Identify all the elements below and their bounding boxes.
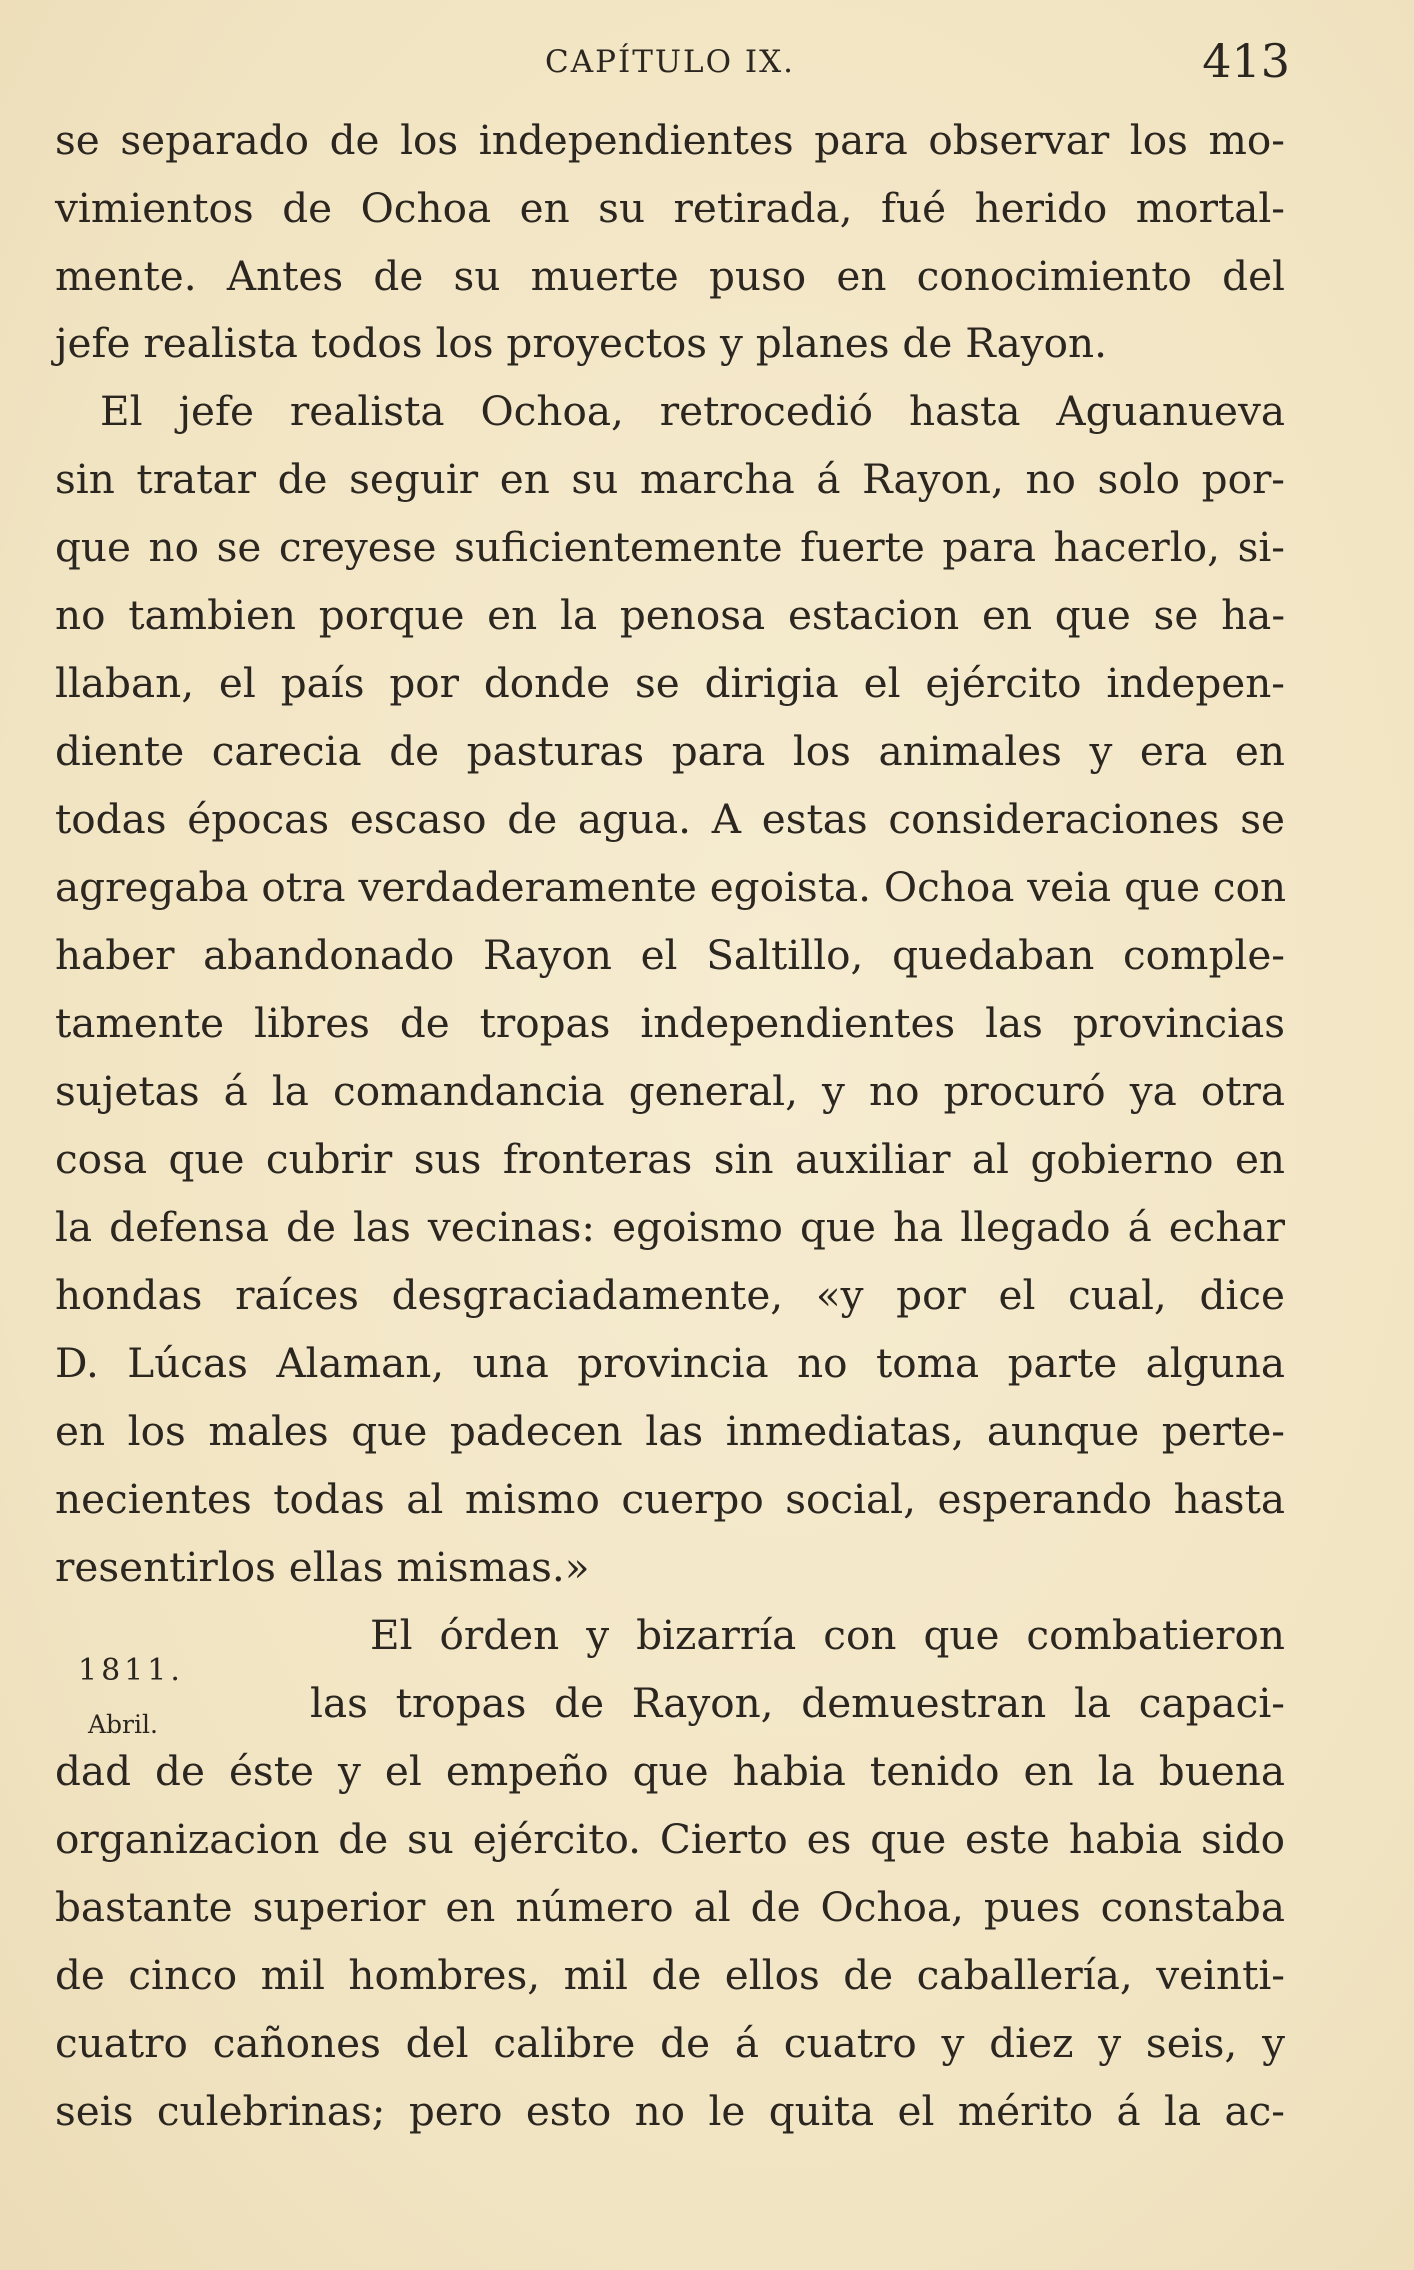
margin-note-month: Abril. xyxy=(88,1710,158,1739)
text-line: en los males que padecen las inmediatas, aunque perte- xyxy=(55,1407,1285,1455)
text-line: resentirlos ellas mismas.» xyxy=(55,1543,590,1591)
text-line: dad de éste y el empeño que habia tenido en la buena xyxy=(55,1747,1285,1795)
text-line: El órden y bizarría con que combatieron xyxy=(370,1611,1285,1659)
text-line: haber abandonado Rayon el Saltillo, quedaban comple- xyxy=(55,931,1285,979)
text-line: de cinco mil hombres, mil de ellos de caballería, veinti- xyxy=(55,1951,1285,1999)
text-line: que no se creyese suficientemente fuerte para hacerlo, si- xyxy=(55,523,1285,571)
text-line: sin tratar de seguir en su marcha á Rayon, no solo por- xyxy=(55,455,1285,503)
text-line: hondas raíces desgraciadamente, «y por el cual, dice xyxy=(55,1271,1285,1319)
text-line: cuatro cañones del calibre de á cuatro y diez y seis, y xyxy=(55,2019,1285,2067)
text-line: diente carecia de pasturas para los animales y era en xyxy=(55,727,1285,775)
page-number: 413 xyxy=(1202,34,1290,88)
text-line: bastante superior en número al de Ochoa, pues constaba xyxy=(55,1883,1285,1931)
text-line: necientes todas al mismo cuerpo social, esperando hasta xyxy=(55,1475,1285,1523)
text-line: no tambien porque en la penosa estacion en que se ha- xyxy=(55,591,1285,639)
text-line: tamente libres de tropas independientes las provincias xyxy=(55,999,1285,1047)
text-line: El jefe realista Ochoa, retrocedió hasta Aguanueva xyxy=(100,387,1285,435)
text-line: jefe realista todos los proyectos y planes de Rayon. xyxy=(55,319,1107,367)
text-line: la defensa de las vecinas: egoismo que ha llegado á echar xyxy=(55,1203,1285,1251)
margin-note-year: 1811. xyxy=(78,1653,184,1688)
text-line: cosa que cubrir sus fronteras sin auxiliar al gobierno en xyxy=(55,1135,1285,1183)
text-line: se separado de los independientes para observar los mo- xyxy=(55,116,1285,164)
text-line: organizacion de su ejército. Cierto es que este habia sido xyxy=(55,1815,1285,1863)
text-line: las tropas de Rayon, demuestran la capaci- xyxy=(310,1679,1285,1727)
text-line: todas épocas escaso de agua. A estas consideraciones se xyxy=(55,795,1285,843)
text-line: seis culebrinas; pero esto no le quita el mérito á la ac- xyxy=(55,2087,1285,2135)
text-line: agregaba otra verdaderamente egoista. Ochoa veia que con xyxy=(55,863,1287,911)
text-line: llaban, el país por donde se dirigia el ejército indepen- xyxy=(55,659,1285,707)
text-line: mente. Antes de su muerte puso en conocimiento del xyxy=(55,252,1285,300)
text-line: vimientos de Ochoa en su retirada, fué herido mortal- xyxy=(55,184,1285,232)
chapter-header: CAPÍTULO IX. xyxy=(545,44,796,80)
text-line: sujetas á la comandancia general, y no procuró ya otra xyxy=(55,1067,1285,1115)
text-line: D. Lúcas Alaman, una provincia no toma parte alguna xyxy=(55,1339,1285,1387)
